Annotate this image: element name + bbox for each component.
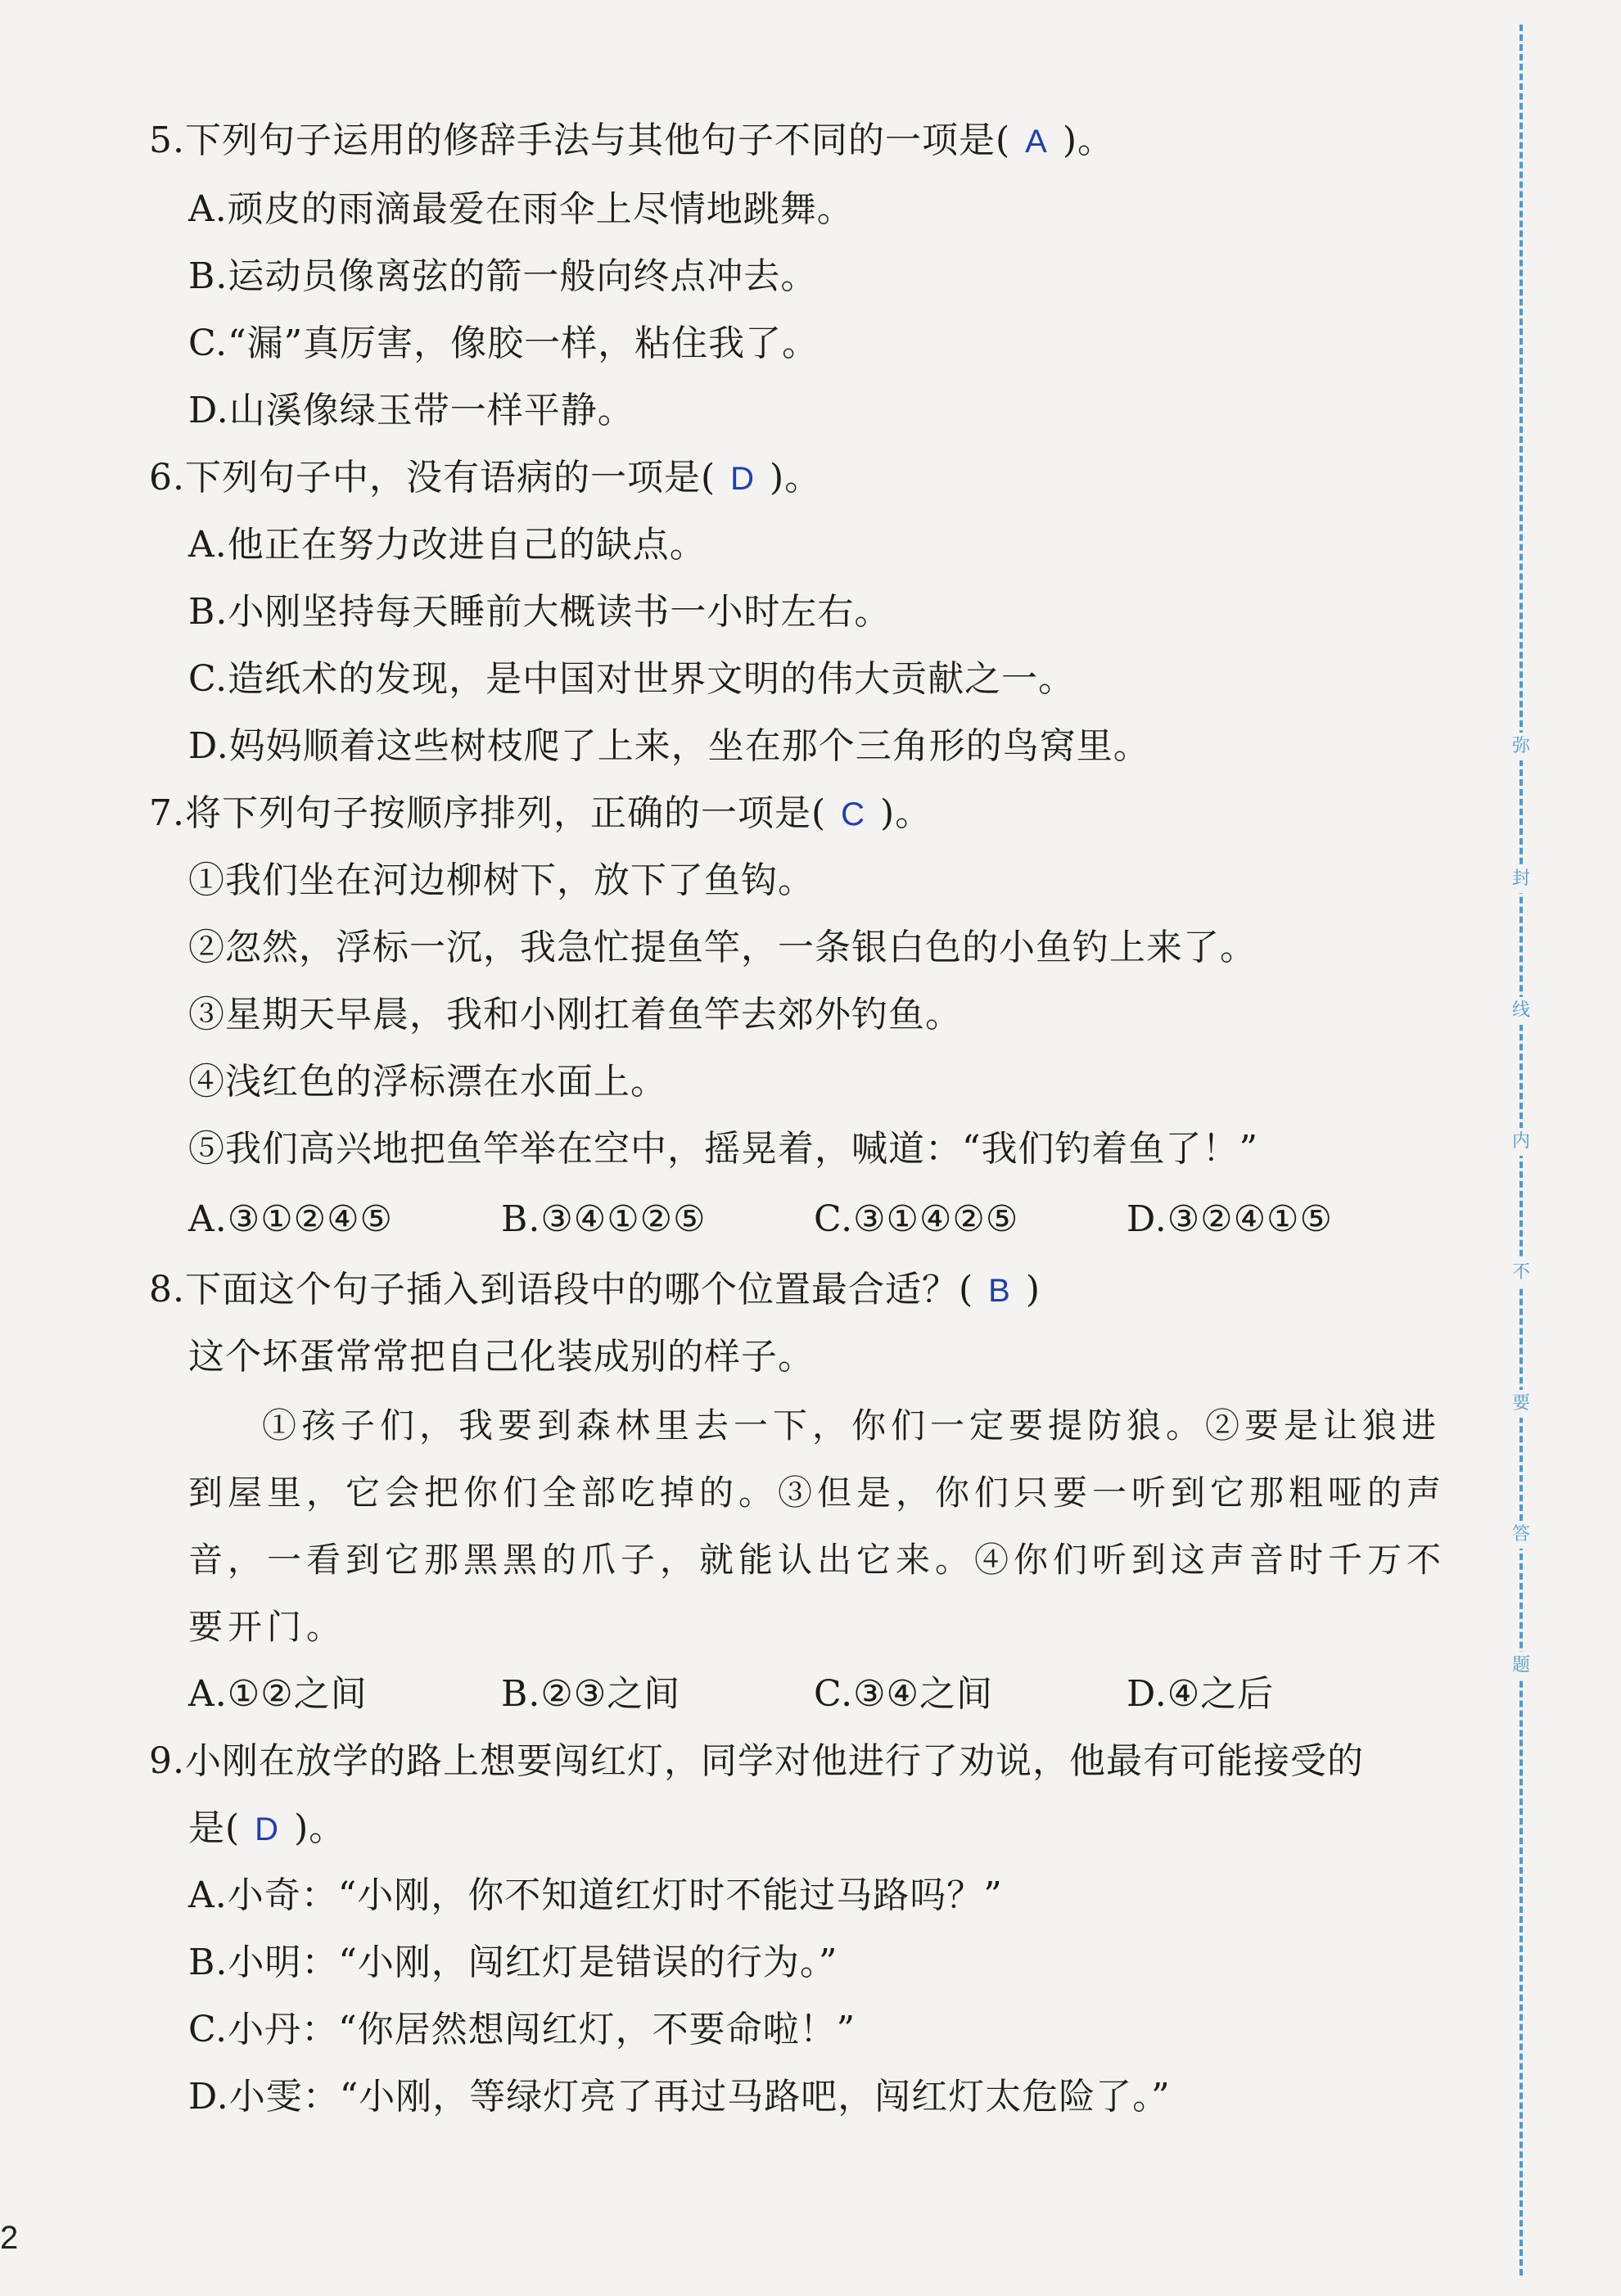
q8-passage-line-2: 到屋里，它会把你们全部吃掉的。③但是，你们只要一听到它那粗哑的声 [188, 1473, 1447, 1513]
q6-option-b: B.小刚坚持每天睡前大概读书一小时左右。 [188, 591, 892, 633]
margin-char-bu: 不 [1507, 1259, 1535, 1287]
q5-option-d: D.山溪像绿玉带一样平静。 [188, 390, 634, 431]
margin-char-da: 答 [1507, 1521, 1535, 1549]
margin-char-yao: 要 [1507, 1390, 1535, 1418]
q8-options-row [188, 1670, 1274, 1719]
q8-option-b: B.②③之间 [501, 1673, 681, 1715]
q9-option-d: D.小雯：“小刚，等绿灯亮了再过马路吧，闯红灯太危险了。” [188, 2076, 1171, 2118]
q7-option-b: B.③④①②⑤ [501, 1198, 707, 1240]
margin-char-feng: 封 [1507, 865, 1535, 893]
q8-option-d: D.④之后 [1127, 1673, 1275, 1715]
q8-passage-line-4: 要开门。 [188, 1607, 346, 1647]
q5-stem: 5.下列句子运用的修辞手法与其他句子不同的一项是( A )。 [149, 120, 1115, 161]
q7-option-a: A.③①②④⑤ [188, 1198, 393, 1240]
q8-passage-line-3: 音，一看到它那黑黑的爪子，就能认出它来。④你们听到这声音时千万不 [188, 1540, 1447, 1580]
q9-stem-line-1: 9.小刚在放学的路上想要闯红灯，同学对他进行了劝说，他最有可能接受的 [149, 1740, 1364, 1782]
q5-option-c: C.“漏”真厉害，像胶一样，粘住我了。 [188, 323, 820, 364]
q6-stem: 6.下列句子中，没有语病的一项是( D )。 [149, 457, 822, 498]
q9-option-c: C.小丹：“你居然想闯红灯，不要命啦！” [188, 2009, 856, 2050]
margin-char-xian: 线 [1507, 997, 1535, 1025]
margin-char-ti: 题 [1507, 1652, 1535, 1680]
q5-option-a: A.顽皮的雨滴最爱在雨伞上尽情地跳舞。 [188, 188, 854, 230]
q8-stem: 8.下面这个句子插入到语段中的哪个位置最合适？( B ) [149, 1269, 1041, 1310]
q6-option-a: A.他正在努力改进自己的缺点。 [188, 524, 707, 566]
q7-sentence-5: ⑤我们高兴地把鱼竿举在空中，摇晃着，喊道：“我们钓着鱼了！” [188, 1128, 1258, 1170]
q5-option-b: B.运动员像离弦的箭一般向终点冲去。 [188, 255, 818, 297]
q8-passage-line-1: ①孩子们，我要到森林里去一下，你们一定要提防狼。②要是让狼进 [262, 1405, 1442, 1446]
margin-char-mi: 弥 [1507, 733, 1535, 760]
q7-sentence-3: ③星期天早晨，我和小刚扛着鱼竿去郊外钓鱼。 [188, 994, 962, 1035]
q7-stem: 7.将下列句子按顺序排列，正确的一项是( C )。 [149, 792, 932, 834]
q7-option-c: C.③①④②⑤ [814, 1198, 1019, 1240]
q6-answer: D [730, 461, 756, 497]
q5-answer: A [1025, 124, 1048, 160]
q8-option-a: A.①②之间 [188, 1673, 368, 1715]
q7-sentence-1: ①我们坐在河边柳树下，放下了鱼钩。 [188, 859, 815, 901]
page-number: 2 [0, 2220, 19, 2256]
q9-stem-line-2: 是( D )。 [188, 1807, 346, 1849]
margin-char-nei: 内 [1507, 1128, 1535, 1156]
q7-options-row [188, 1195, 1333, 1244]
q9-option-a: A.小奇：“小刚，你不知道红灯时不能过马路吗？” [188, 1874, 1003, 1916]
q8-answer: B [988, 1273, 1011, 1309]
q6-option-c: C.造纸术的发现，是中国对世界文明的伟大贡献之一。 [188, 658, 1076, 700]
q8-option-c: C.③④之间 [814, 1673, 993, 1715]
q9-answer: D [255, 1811, 280, 1847]
q9-option-b: B.小明：“小刚，闯红灯是错误的行为。” [188, 1942, 838, 1983]
q7-answer: C [841, 796, 866, 832]
q6-option-d: D.妈妈顺着这些树枝爬了上来，坐在那个三角形的鸟窝里。 [188, 725, 1150, 767]
q7-sentence-2: ②忽然，浮标一沉，我急忙提鱼竿，一条银白色的小鱼钓上来了。 [188, 927, 1257, 968]
q7-sentence-4: ④浅红色的浮标漂在水面上。 [188, 1061, 667, 1103]
q7-option-d: D.③②④①⑤ [1127, 1198, 1333, 1240]
q8-insert-sentence: 这个坏蛋常常把自己化装成别的样子。 [188, 1336, 815, 1378]
